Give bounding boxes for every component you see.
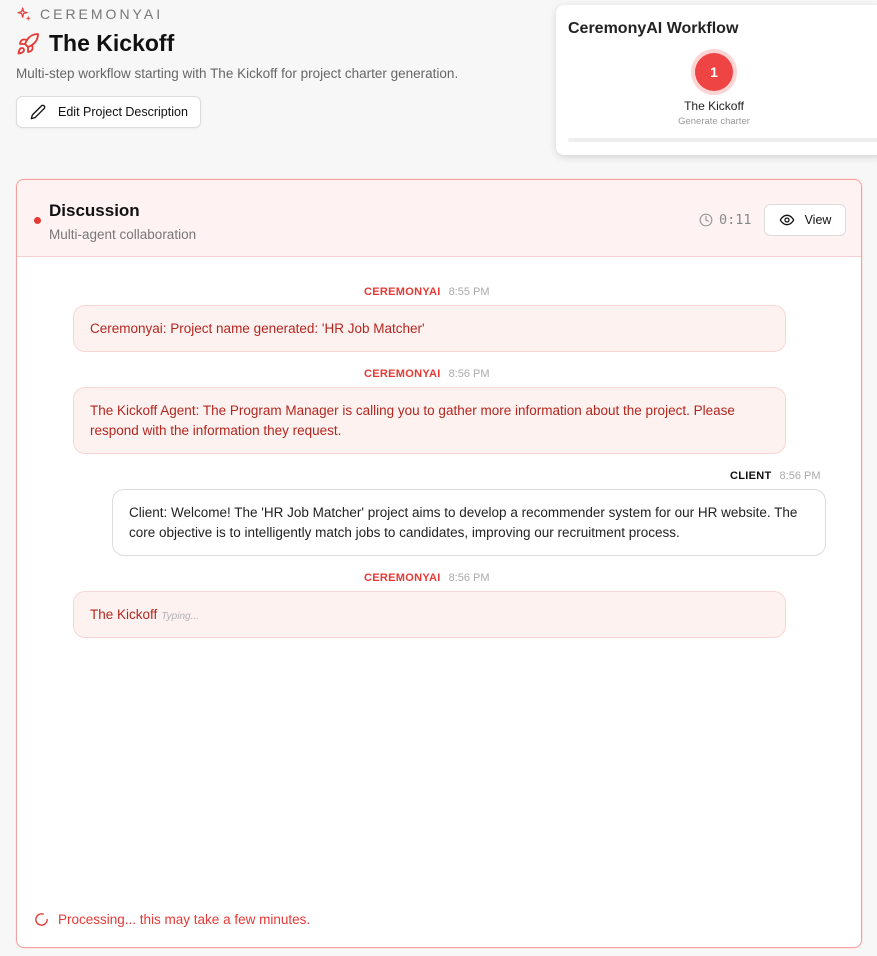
message-bubble	[73, 591, 786, 638]
processing-status	[34, 912, 310, 927]
message-meta	[730, 470, 821, 482]
message-meta	[364, 286, 490, 298]
spinner-icon	[34, 912, 49, 927]
step-description: Generate charter	[678, 116, 750, 127]
step-name: The Kickoff	[684, 99, 744, 113]
message-time: 8:55 PM	[448, 286, 490, 298]
eye-icon	[779, 212, 795, 228]
message-meta	[364, 368, 490, 380]
view-button[interactable]	[764, 204, 846, 236]
typing-indicator: Typing...	[161, 611, 199, 622]
edit-project-description-button[interactable]	[16, 96, 201, 128]
page-title: The Kickoff	[49, 30, 175, 56]
message-bubble: Ceremonyai: Project name generated: 'HR Job Matcher'	[73, 305, 786, 352]
message-text: The Kickoff	[90, 607, 158, 622]
live-indicator-dot	[34, 217, 41, 224]
view-button-label: View	[804, 213, 832, 227]
sparkles-icon	[17, 7, 32, 22]
workflow-card	[556, 5, 877, 155]
brand	[17, 6, 163, 22]
discussion-subtitle: Multi-agent collaboration	[49, 227, 197, 242]
message-sender: CEREMONYAI	[364, 286, 441, 298]
workflow-step-kickoff[interactable]	[664, 53, 764, 127]
discussion-header	[17, 180, 861, 257]
message-bubble: Client: Welcome! The 'HR Job Matcher' project aims to develop a recommender system for our HR website. The core objective is to intelligently match jobs to candidates, improving our recruitment process.	[112, 489, 826, 556]
message-sender: CEREMONYAI	[364, 368, 441, 380]
message-time: 8:56 PM	[448, 368, 490, 380]
message-sender: CLIENT	[730, 470, 772, 482]
edit-button-label: Edit Project Description	[58, 105, 188, 119]
processing-text: Processing... this may take a few minutes.	[58, 912, 311, 927]
pencil-icon	[30, 104, 46, 120]
step-number-badge: 1	[695, 53, 733, 91]
message-meta	[364, 572, 490, 584]
workflow-title: CeremonyAI Workflow	[568, 20, 739, 37]
clock-icon	[699, 213, 713, 227]
message-time: 8:56 PM	[448, 572, 490, 584]
discussion-panel	[16, 179, 862, 948]
page-subtitle: Multi-step workflow starting with The Kickoff for project charter generation.	[16, 66, 459, 81]
message-time: 8:56 PM	[779, 470, 821, 482]
message-sender: CEREMONYAI	[364, 572, 441, 584]
workflow-scrollbar[interactable]	[568, 138, 877, 142]
elapsed-timer	[699, 212, 752, 228]
timer-value: 0:11	[719, 212, 752, 228]
message-bubble: The Kickoff Agent: The Program Manager is calling you to gather more information about the project. Please respond with the information they request.	[73, 387, 786, 454]
discussion-title: Discussion	[49, 201, 140, 220]
brand-name: CEREMONYAI	[40, 6, 164, 22]
rocket-icon	[16, 32, 40, 56]
page-header	[16, 30, 174, 57]
